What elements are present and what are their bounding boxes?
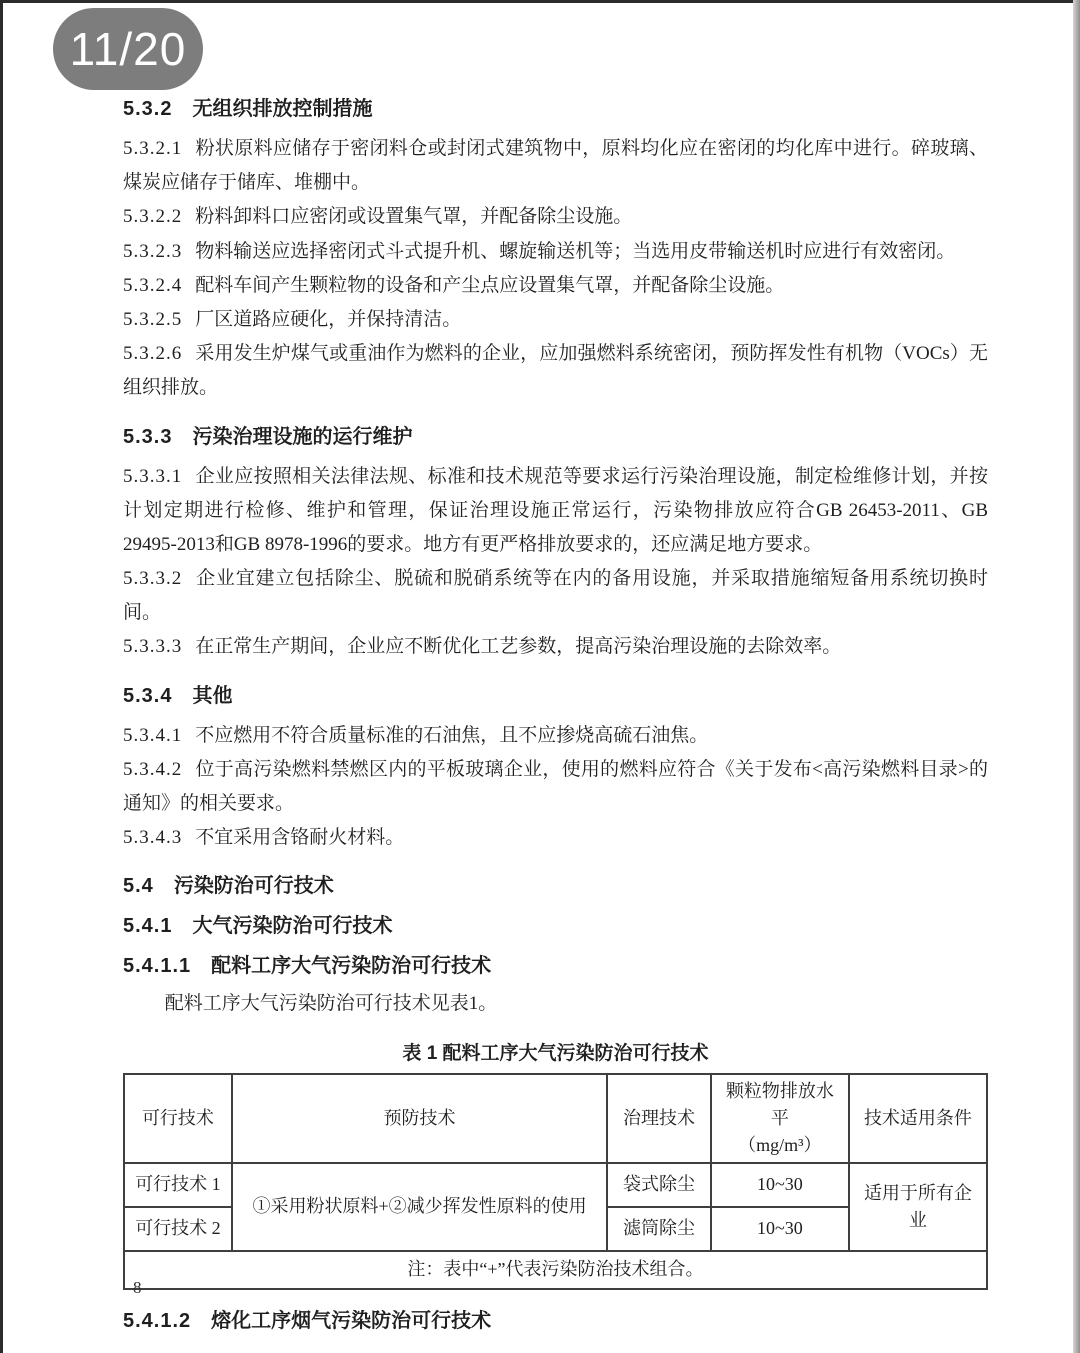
clause-5-3-3-2 — [123, 562, 988, 630]
cell-applicability: 适用于所有企业 — [849, 1163, 987, 1251]
section-heading-5-4-1-1 — [123, 953, 988, 979]
clause-text: 位于高污染燃料禁燃区内的平板玻璃企业，使用的燃料应符合《关于发布<高污染燃料目录>的通知》的相关要求。 — [123, 758, 988, 814]
heading-number: 5.4.1.1 — [123, 955, 192, 978]
col-header-treatment-tech: 治理技术 — [607, 1074, 711, 1163]
cell-tech-2: 可行技术 2 — [124, 1207, 232, 1251]
clause-number: 5.3.2.1 — [123, 138, 183, 159]
clause-5-3-4-1 — [123, 719, 988, 753]
clause-number: 5.3.4.2 — [123, 758, 183, 780]
section-heading-5-3-3 — [123, 424, 988, 450]
section-heading-5-4 — [123, 873, 988, 899]
heading-title: 配料工序大气污染防治可行技术 — [211, 955, 492, 978]
heading-title: 其他 — [192, 684, 233, 707]
clause-5-3-2-4 — [123, 269, 988, 303]
heading-number: 5.4 — [123, 875, 154, 898]
clause-text: 企业应按照相关法律法规、标准和技术规范等要求运行污染治理设施，制定检维修计划，并按计划定期进行检修、维护和管理，保证治理设施正常运行，污染物排放应符合GB 26453-2011、GB 29495-2013和GB 8978-1996的要求。地方有更严格排放要求的，还应满足地方要求。 — [123, 465, 988, 555]
clause-text: 企业宜建立包括除尘、脱硫和脱硝系统等在内的备用设施，并采取措施缩短备用系统切换时间。 — [123, 568, 988, 624]
clause-5-3-2-5 — [123, 303, 988, 337]
heading-number: 5.3.4 — [123, 684, 173, 707]
table-note: 注：表中“+”代表污染防治技术组合。 — [124, 1251, 987, 1289]
section-heading-5-4-1-2 — [123, 1308, 988, 1334]
document-page — [123, 96, 988, 1344]
table-row — [124, 1163, 987, 1207]
clause-number: 5.3.3.1 — [123, 465, 183, 487]
clause-text: 配料车间产生颗粒物的设备和产尘点应设置集气罩，并配备除尘设施。 — [195, 274, 785, 296]
clause-text: 不应燃用不符合质量标准的石油焦，且不应掺烧高硫石油焦。 — [195, 724, 709, 746]
clause-5-3-3-3 — [123, 630, 988, 664]
clause-5-3-4-2 — [123, 753, 988, 821]
page-footer-number: 8 — [133, 1278, 142, 1297]
heading-number: 5.3.3 — [123, 425, 173, 448]
col-header-feasible-tech: 可行技术 — [124, 1074, 232, 1163]
clause-5-3-3-1 — [123, 460, 988, 563]
col-header-particulate-level-line1: 颗粒物排放水平 — [725, 1080, 834, 1128]
table-header-row — [124, 1074, 987, 1163]
table-title: 表 1 配料工序大气污染防治可行技术 — [402, 1042, 709, 1064]
section-heading-5-4-1 — [123, 913, 988, 939]
heading-title: 无组织排放控制措施 — [192, 98, 373, 120]
clause-number: 5.3.4.3 — [123, 827, 183, 849]
table-reference-paragraph: 配料工序大气污染防治可行技术见表1。 — [164, 993, 498, 1015]
clause-text: 粉料卸料口应密闭或设置集气罩，并配备除尘设施。 — [195, 206, 633, 228]
clause-5-3-2-6 — [123, 337, 988, 405]
clause-number: 5.3.4.1 — [123, 724, 183, 746]
clause-number: 5.3.3.2 — [123, 568, 183, 590]
table-note-row — [124, 1251, 987, 1289]
clause-number: 5.3.2.6 — [123, 343, 183, 365]
cell-treatment-2: 滤筒除尘 — [607, 1207, 711, 1251]
heading-number: 5.4.1 — [123, 915, 173, 938]
clause-5-3-2-1 — [123, 132, 988, 200]
col-header-prevention-tech: 预防技术 — [232, 1074, 607, 1163]
cell-level-1: 10~30 — [711, 1163, 849, 1207]
clause-5-3-2-3 — [123, 235, 988, 269]
clause-number: 5.3.3.3 — [123, 636, 183, 658]
left-edge-divider — [0, 0, 3, 1353]
page-indicator-label: 11/20 — [69, 23, 187, 75]
clause-number: 5.3.2.5 — [123, 308, 183, 330]
clause-number: 5.3.2.2 — [123, 206, 183, 228]
bat-table — [123, 1073, 988, 1290]
clause-5-3-2-2 — [123, 200, 988, 234]
clause-text: 厂区道路应硬化，并保持清洁。 — [195, 308, 462, 330]
section-heading-5-3-2 — [123, 96, 988, 122]
col-header-applicability: 技术适用条件 — [849, 1074, 987, 1163]
heading-number: 5.4.1.2 — [123, 1309, 192, 1332]
section-heading-5-3-4 — [123, 683, 988, 709]
clause-text: 粉状原料应储存于密闭料仓或封闭式建筑物中，原料均化应在密闭的均化库中进行。碎玻璃、煤炭应储存于储库、堆棚中。 — [123, 138, 988, 194]
heading-title: 污染治理设施的运行维护 — [192, 425, 413, 448]
clause-text: 在正常生产期间，企业应不断优化工艺参数，提高污染治理设施的去除效率。 — [195, 636, 842, 658]
clause-5-3-4-3 — [123, 821, 988, 855]
heading-number: 5.3.2 — [123, 98, 173, 120]
cell-treatment-1: 袋式除尘 — [607, 1163, 711, 1207]
clause-number: 5.3.2.4 — [123, 274, 183, 296]
cell-prevention: ①采用粉状原料+②减少挥发性原料的使用 — [232, 1163, 607, 1251]
heading-title: 大气污染防治可行技术 — [192, 915, 393, 938]
clause-text: 采用发生炉煤气或重油作为燃料的企业，应加强燃料系统密闭，预防挥发性有机物（VOCs）无组织排放。 — [123, 343, 988, 399]
top-edge-divider — [0, 0, 1080, 3]
scrollbar[interactable] — [1073, 0, 1080, 1353]
cell-level-2: 10~30 — [711, 1207, 849, 1251]
cell-tech-1: 可行技术 1 — [124, 1163, 232, 1207]
heading-title: 污染防治可行技术 — [173, 875, 334, 898]
clause-number: 5.3.2.3 — [123, 240, 183, 262]
clause-text: 物料输送应选择密闭式斗式提升机、螺旋输送机等；当选用皮带输送机时应进行有效密闭。 — [195, 240, 956, 262]
col-header-particulate-level — [711, 1074, 849, 1163]
clause-text: 不宜采用含铬耐火材料。 — [195, 827, 405, 849]
heading-title: 熔化工序烟气污染防治可行技术 — [211, 1309, 492, 1332]
col-header-particulate-unit: （mg/m³） — [738, 1134, 822, 1155]
page-indicator-badge — [53, 8, 203, 90]
